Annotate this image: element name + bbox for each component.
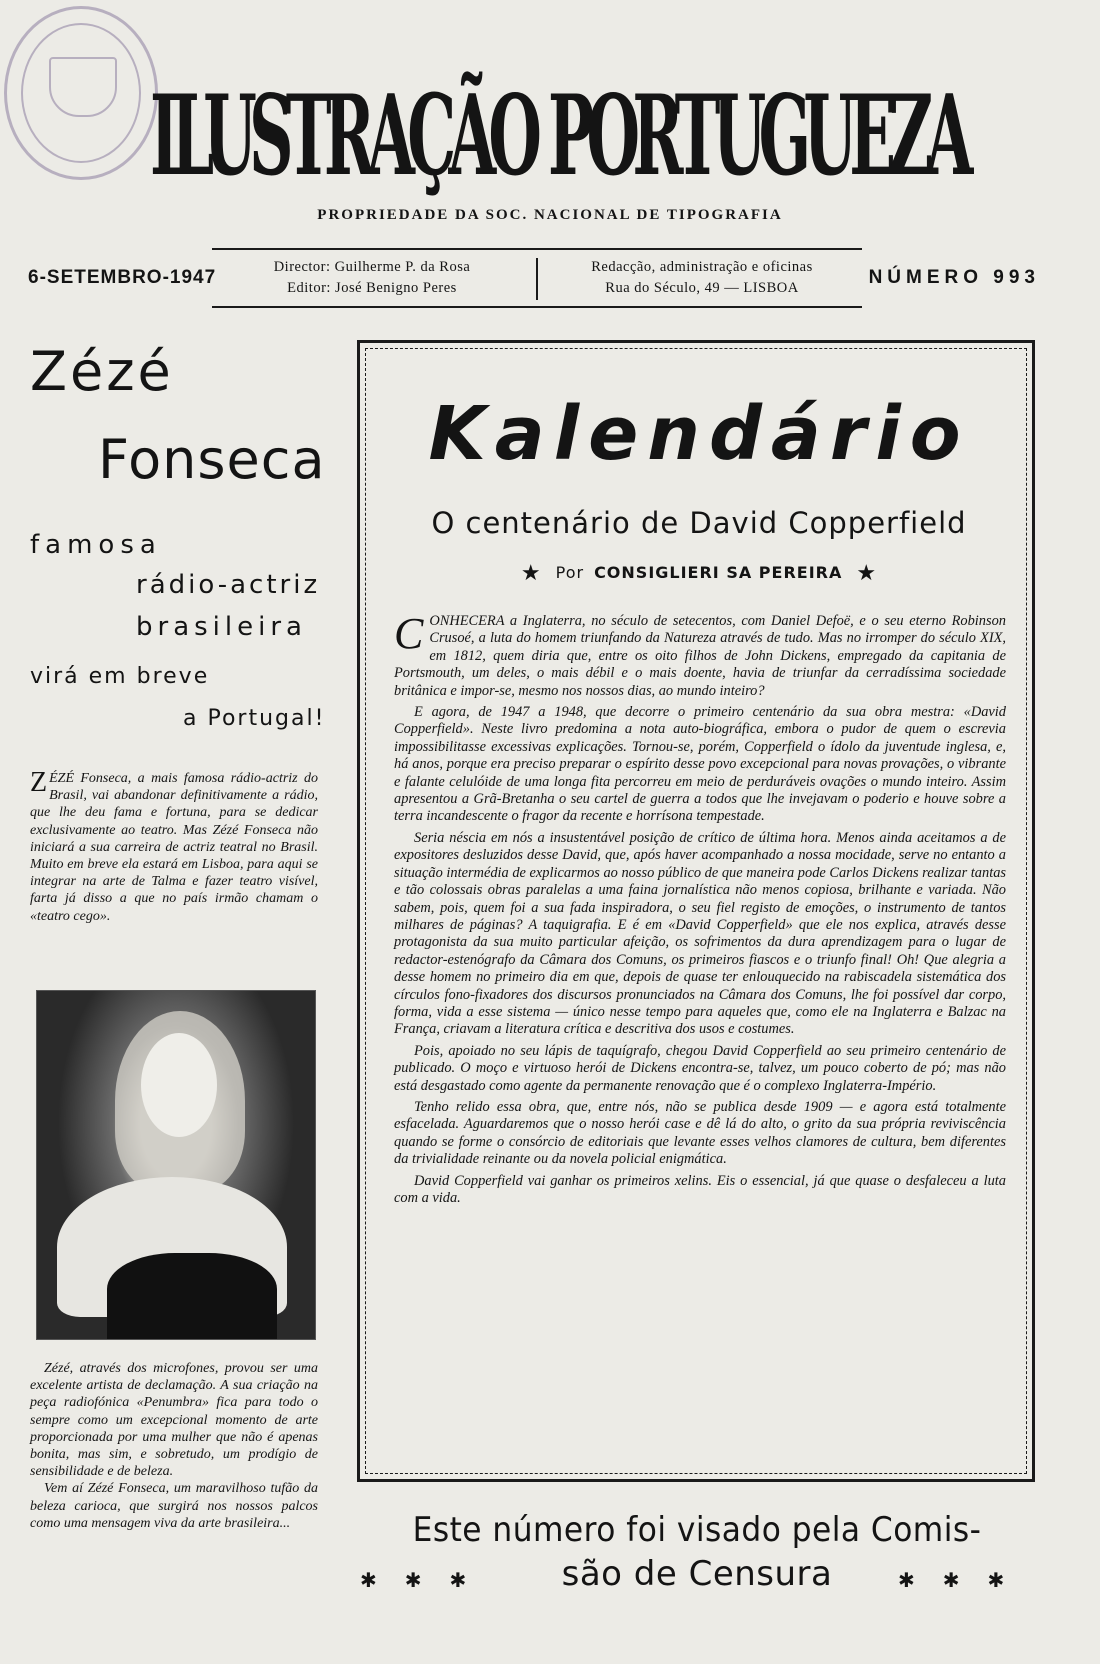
headline-sub-3: brasileira [136, 612, 307, 642]
star-icon: ★ [856, 561, 878, 586]
headline-sub-2: rádio-actriz [136, 570, 321, 600]
drop-cap-c: C [394, 609, 424, 658]
article-title: Kalendário [428, 391, 970, 477]
issue-number: NÚMERO 993 [868, 267, 1040, 288]
left-intro-body: ÉZÉ Fonseca, a mais famosa rádio-actriz do Brasil, vai abandonar definitivamente a rádio, que lhe deu fama e fortuna, para se dedicar exclusivamente ao teatro. Mas Zézé Fonseca não iniciará a sua carreira de actriz teatral no Brasil. Muito em breve ela estará em Lisboa, para aqui se integrar na arte de Talma e fazer teatro visível, farta já disso a que no país irmão chamam o «teatro cego». [30, 771, 318, 924]
article-subtitle: O centenário de David Copperfield [431, 506, 967, 540]
headline-name-first: Zézé [30, 340, 174, 403]
headline-sub-5: a Portugal! [183, 706, 326, 731]
article-para-4: Pois, apoiado no seu lápis de taquígrafo, chegou David Copperfield ao seu primeiro centenário de publicado. O moço e virtuoso herói de Dickens encontra-se, talvez, um pouco coberto de pó; mas não está desgastado como agente da permanente renovação que é o complexo Inglaterra-Império. [394, 1042, 1006, 1094]
left-para-3: Vem aí Zézé Fonseca, um maravilhoso tufão da beleza carioca, que surgirá nos nossos palcos como uma mensagem viva da arte brasileira... [30, 1481, 318, 1531]
article-para-5: Tenho relido essa obra, que, entre nós, não se publica desde 1909 — e agora está totalmente esfacelada. Aguardaremos que o nosso herói case e dê lá do alto, o grito da sua própria reviviscência quando se forme o consórcio de editoriais que levante esses velhos clamores de cultura, bem diferentes da trivialidade reinante ou da novela policial enigmática. [394, 1098, 1006, 1168]
proprietor-line: PROPRIEDADE DA SOC. NACIONAL DE TIPOGRAFIA [317, 207, 783, 223]
masthead-title: ILUSTRAÇÃO PORTUGUEZA [150, 70, 966, 201]
article-para-6: David Copperfield vai ganhar os primeiros xelins. Eis o essencial, já que quase o desfaleceu a luta com a vida. [394, 1172, 1006, 1206]
star-icon: ★ [520, 561, 542, 586]
address-line: Rua do Século, 49 — LISBOA [605, 280, 799, 296]
director-line: Director: Guilherme P. da Rosa [273, 259, 471, 275]
article-para-1: CONHECERA a Inglaterra, no século de setecentos, com Daniel Defoë, e o seu eterno Robinson Crusoé, a luta do homem triunfando da Natureza através de tudo. Mas no irromper do século XIX, em 1812, quem diria que, entre os oito filhos de John Dickens, empregado da capitania de Portsmouth, um deles, o mais débil e o mais doente, havia de triunfar da cerradíssima sociedade britânica e impor-se, mesmo nos nossos dias, ao mundo inteiro? [394, 609, 1006, 699]
office-line: Redacção, administração e oficinas [591, 259, 813, 275]
headline-sub-4: virá em breve [30, 664, 210, 689]
issue-date: 6-SETEMBRO-1947 [28, 267, 217, 288]
masthead-info-box [212, 248, 862, 308]
article-body [394, 609, 1006, 1211]
headline-sub-1: famosa [30, 530, 162, 560]
byline-by: Por [555, 563, 585, 582]
asterisk-ornament-icon: ✱✱✱ [360, 1570, 495, 1592]
drop-cap-z: Z [30, 767, 48, 798]
left-intro-text [30, 767, 318, 925]
article-para-2: E agora, de 1947 a 1948, que decorre o primeiro centenário da sua obra mestra: «David Copperfield». Neste livro predomina a nota auto-biográfica, embora o pudor de quem o escrevia impossibilitasse excessivas explicações. Tornou-se, porém, Copperfield o ídolo da juventude inglesa, e, há anos, porque era preciso preparar o espírito desse povo excepcional para novas provações, o vibrante e falante celulóide de uma longa fita percorreu em meio de perduráveis ovações o mundo inteiro. Assim apresentou a Grã-Bretanha o seu cartel de guerra a todos que lhe invejavam o poderio e houve sobre a terra incandescente o fragor da recente e horrísona tempestade. [394, 704, 1006, 825]
left-bottom-text [30, 1360, 318, 1532]
asterisk-ornament-icon: ✱✱✱ [898, 1570, 1033, 1592]
kalendario-article-box [357, 340, 1035, 1482]
editor-line: Editor: José Benigno Peres [287, 280, 457, 296]
censorship-line-2: são de Censura [561, 1554, 833, 1594]
left-para-2: Zézé, através dos microfones, provou ser uma excelente artista de declamação. A sua criação na peça radiofónica «Penumbra» fica para todo o sempre como um excepcional momento de arte proporcionada por uma mulher que não é apenas bonita, mas sim, e sobretudo, um prodígio de sensibilidade e de beleza. [30, 1361, 318, 1480]
library-stamp-seal [4, 6, 158, 180]
censorship-line-1: Este número foi visado pela Comis- [412, 1510, 982, 1550]
byline-author: CONSIGLIERI SA PEREIRA [594, 563, 843, 582]
article-para-3: Seria néscia em nós a insustentável posição de crítico de última hora. Menos ainda aceitamos a de expositores desluzidos desse David, que, após haver acompanhado a nossa mocidade, serve no entanto a situação intermédia de explicarmos ao nosso público de que maneira pode Carlos Dickens realizar tantas e tão colossais obras paralelas a uma faina jornalística não menos copiosa, brilhante e variada. Não sabem, pois, quem foi a sua fada inspiradora, o seu fiel registo de emoções, o instrumento de tantos milhares de páginas? A taquigrafia. E é em «David Copperfield» que ele nos explica, através desse protagonista da sua muito particular afeição, os sofrimentos da dura aprendizagem para o lugar de redactor-estenógrafo da Câmara dos Comuns, os primeiros fiascos e o triunfo final! Oh! Que alegria a desse homem no primeiro dia em que, depois de quase ter enlouquecido na rabiscadela sistemática dos círculos fono-fixadores dos discursos pronunciados na Câmara dos Comuns, lhe foi possível dar corpo, forma, vida a esse sistema — único nesse tempo para aqueles que, como ele na Inglaterra e Balzac na França, criavam a literatura crítica e descritiva dos usos e costumes. [394, 829, 1006, 1038]
portrait-photo-icon [36, 990, 316, 1340]
ship-emblem-icon [49, 57, 117, 117]
article-byline [360, 561, 1038, 586]
headline-name-last: Fonseca [98, 428, 326, 491]
